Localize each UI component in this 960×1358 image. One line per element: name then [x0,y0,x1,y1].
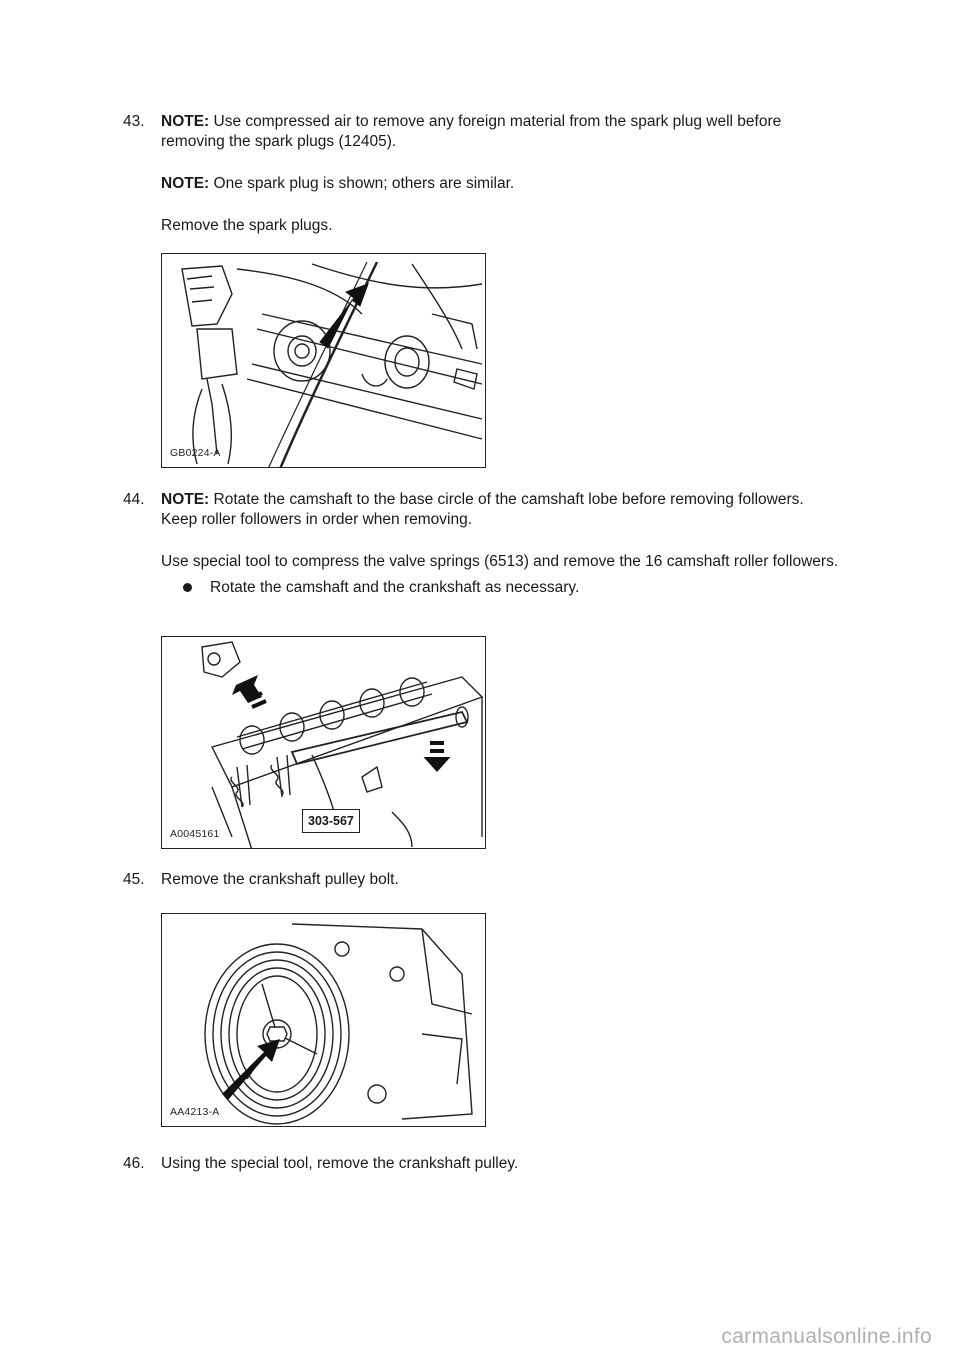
step-instruction: Remove the crankshaft pulley bolt. [161,871,399,888]
bullet-text: Rotate the camshaft and the crankshaft as necessary. [210,579,580,596]
bullet-icon [183,583,192,592]
watermark: carmanualsonline.info [721,1325,932,1348]
step-43 [123,112,843,236]
pulley-drawing [162,914,486,1127]
step-number: 45. [123,871,145,888]
figure-code: GB0224-A [170,447,221,459]
step-instruction: Use special tool to compress the valve springs (6513) and remove the 16 camshaft roller followers. [161,553,839,570]
camshaft-follower-illustration [161,636,486,849]
note-paragraph [161,112,843,152]
step-number: 46. [123,1155,145,1172]
figure-code: AA4213-A [170,1106,220,1118]
step-46 [123,1154,843,1174]
step-45 [123,870,843,890]
note-text: Rotate the camshaft to the base circle of the camshaft lobe before removing followers. Keep roller followers in order when removing. [161,491,804,528]
note-label: NOTE: [161,113,210,130]
step-instruction: Using the special tool, remove the crankshaft pulley. [161,1155,519,1172]
spark-plug-drawing [162,254,486,468]
note-label: NOTE: [161,491,210,508]
bullet-item [183,578,843,598]
step-number: 43. [123,113,145,130]
step-44 [123,490,843,598]
crankshaft-pulley-illustration [161,913,486,1127]
note-paragraph [161,174,843,194]
step-number: 44. [123,491,145,508]
note-text: Use compressed air to remove any foreign material from the spark plug well before removing the spark plugs (12405). [161,113,782,150]
figure-code: A0045161 [170,828,220,840]
spark-plug-illustration [161,253,486,468]
note-text: One spark plug is shown; others are similar. [209,175,515,192]
tool-callout: 303-567 [302,809,360,833]
note-paragraph [161,490,843,530]
step-instruction: Remove the spark plugs. [161,217,333,234]
note-label: NOTE: [161,175,210,192]
